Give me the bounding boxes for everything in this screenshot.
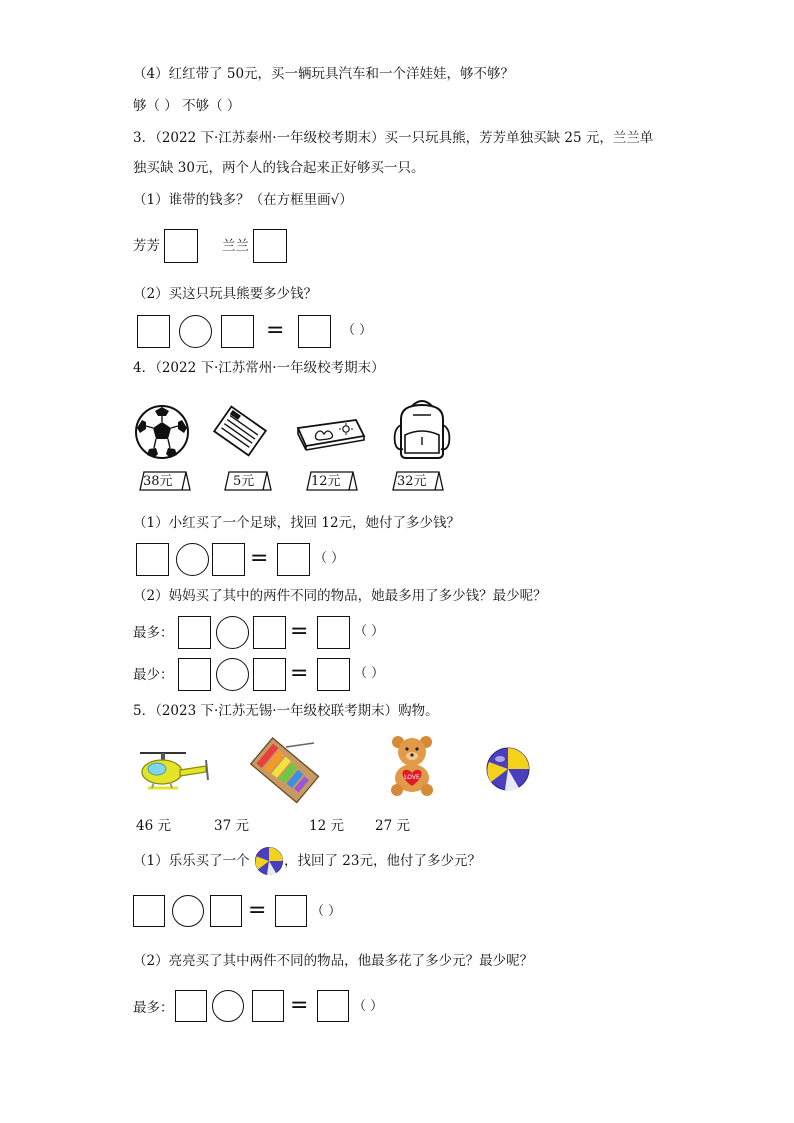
q5-2-most-box-1[interactable] xyxy=(175,990,207,1022)
volleyball-icon xyxy=(254,846,284,876)
q3-lanlan-checkbox[interactable] xyxy=(253,229,287,263)
volleyball-icon xyxy=(485,746,531,792)
price-label: 38元 xyxy=(143,474,173,489)
q4-1-answer-box-3[interactable] xyxy=(277,543,310,576)
q4-1-operator-circle[interactable] xyxy=(176,543,209,576)
q3-operator-circle[interactable] xyxy=(179,315,212,348)
price-label: 12元 xyxy=(311,474,341,489)
q4-1-unit-paren[interactable]: （ ） xyxy=(314,551,345,566)
equals-sign: = xyxy=(250,546,269,571)
q2-4-options[interactable]: 够（ ） 不够（ ） xyxy=(133,98,241,114)
q5-2-most-box-3[interactable] xyxy=(317,990,349,1022)
teddy-bear-icon xyxy=(388,734,436,796)
bear-heart-text: LOVE xyxy=(404,774,420,781)
q3-fangfang-checkbox[interactable] xyxy=(164,229,198,263)
q4-2-most-box-2[interactable] xyxy=(253,616,286,649)
q5-1-unit-paren[interactable]: （ ） xyxy=(311,904,342,919)
helicopter-icon xyxy=(134,748,218,798)
q5-1-answer-box-3[interactable] xyxy=(275,895,307,927)
equals-sign: = xyxy=(248,898,267,923)
q4-2-least-box-1[interactable] xyxy=(178,658,211,691)
q4-2-most-box-3[interactable] xyxy=(317,616,350,649)
q5-part1-a: （1）乐乐买了一个 xyxy=(133,853,250,869)
q5-1-answer-box-1[interactable] xyxy=(133,895,165,927)
q3-header-line1: 3．（2022 下·江苏泰州·一年级校考期末）买一只玩具熊，芳芳单独买缺 25 元，兰兰单 xyxy=(133,130,654,146)
q3-part2: （2）买这只玩具熊要多少钱？ xyxy=(133,286,318,302)
q5-most-label: 最多： xyxy=(133,1000,174,1016)
q4-1-answer-box-2[interactable] xyxy=(212,543,245,576)
q5-2-most-operator-circle[interactable] xyxy=(212,990,244,1022)
q4-2-most-operator-circle[interactable] xyxy=(216,616,249,649)
price-label: 46 元 xyxy=(136,818,171,834)
q3-name-fangfang: 芳芳 xyxy=(133,238,160,254)
q4-2-least-box-2[interactable] xyxy=(253,658,286,691)
q4-1-answer-box-1[interactable] xyxy=(136,543,169,576)
q4-part1: （1）小红买了一个足球，找回 12元，她付了多少钱？ xyxy=(133,515,461,531)
equals-sign: = xyxy=(290,661,309,686)
q4-2-most-box-1[interactable] xyxy=(178,616,211,649)
q4-2-least-paren[interactable]: （ ） xyxy=(354,666,385,681)
q3-answer-box-1[interactable] xyxy=(137,315,170,348)
q4-part2: （2）妈妈买了其中的两件不同的物品，她最多用了多少钱？最少呢？ xyxy=(133,588,547,604)
equals-sign: = xyxy=(266,318,285,343)
q3-header-line2: 独买缺 30元，两个人的钱合起来正好够买一只。 xyxy=(133,160,425,176)
q5-1-answer-box-2[interactable] xyxy=(210,895,242,927)
price-label: 12 元 xyxy=(309,818,344,834)
q4-most-label: 最多： xyxy=(133,625,174,641)
price-label: 5元 xyxy=(233,474,255,489)
backpack-icon xyxy=(391,397,453,461)
xylophone-icon xyxy=(248,739,320,803)
q4-2-least-box-3[interactable] xyxy=(317,658,350,691)
q5-part2: （2）亮亮买了其中两件不同的物品，他最多花了多少元？最少呢？ xyxy=(133,953,534,969)
q4-least-label: 最少： xyxy=(133,667,174,683)
q3-answer-box-3[interactable] xyxy=(298,315,331,348)
q5-1-operator-circle[interactable] xyxy=(172,895,204,927)
q3-part1: （1）谁带的钱多？（在方框里画√） xyxy=(133,192,353,208)
q5-part1-b: ，找回了 23元，他付了多少元？ xyxy=(284,853,481,869)
q4-header: 4．（2022 下·江苏常州·一年级校考期末） xyxy=(133,360,385,376)
q3-name-lanlan: 兰兰 xyxy=(222,238,249,254)
q3-unit-paren[interactable]: （ ） xyxy=(342,323,373,338)
q5-header: 5．（2023 下·江苏无锡·一年级校联考期末）购物。 xyxy=(133,703,439,719)
q5-2-most-box-2[interactable] xyxy=(252,990,284,1022)
q3-answer-box-2[interactable] xyxy=(221,315,254,348)
q4-2-least-operator-circle[interactable] xyxy=(216,658,249,691)
soccer-ball-icon xyxy=(134,404,190,460)
equals-sign: = xyxy=(290,619,309,644)
equals-sign: = xyxy=(290,993,309,1018)
price-label: 32元 xyxy=(397,474,427,489)
q2-4-question: （4）红红带了 50元，买一辆玩具汽车和一个洋娃娃，够不够？ xyxy=(133,66,515,82)
q5-2-most-paren[interactable]: （ ） xyxy=(353,999,384,1014)
q4-2-most-paren[interactable]: （ ） xyxy=(354,624,385,639)
ticket-card-icon xyxy=(213,408,267,454)
price-label: 27 元 xyxy=(375,818,410,834)
pencil-case-icon xyxy=(294,414,366,452)
price-label: 37 元 xyxy=(214,818,249,834)
